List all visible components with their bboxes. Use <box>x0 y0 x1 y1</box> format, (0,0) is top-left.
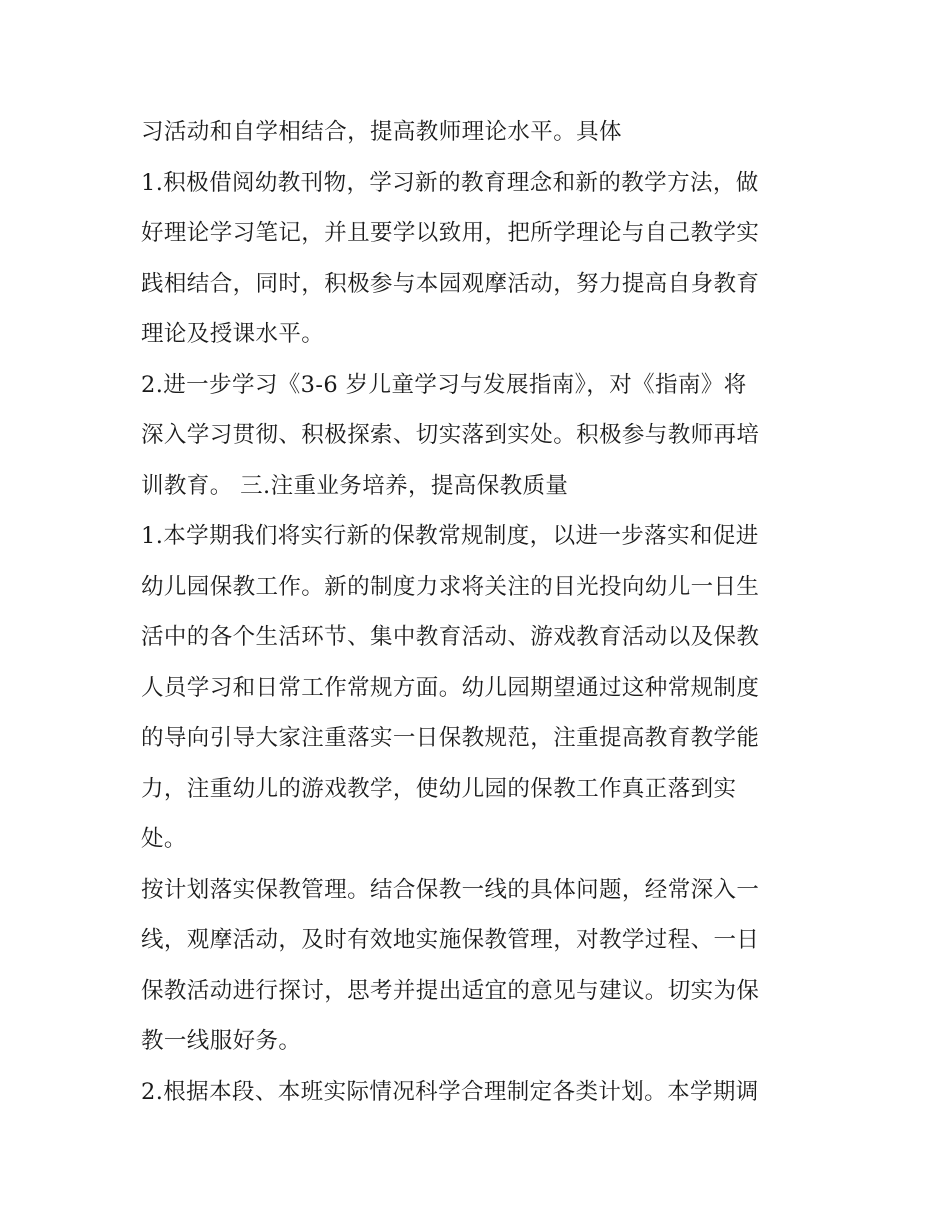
document-body <box>141 107 821 1117</box>
text-line: 2.进一步学习《3-6 岁儿童学习与发展指南》，对《指南》将 <box>141 371 747 398</box>
text-line: 按计划落实保教管理。结合保教一线的具体问题，经常深入一 <box>141 876 760 903</box>
text-line: 的导向引导大家注重落实一日保教规范，注重提高教育教学能 <box>141 725 760 751</box>
text-line: 深入学习贯彻、积极探索、切实落到实处。积极参与教师再培 <box>141 422 760 448</box>
text-line: 处。 <box>141 826 187 852</box>
text-line: 好理论学习笔记，并且要学以致用，把所学理论与自己教学实 <box>141 220 760 246</box>
text-line: 活中的各个生活环节、集中教育活动、游戏教育活动以及保教 <box>141 624 760 650</box>
text-line: 保教活动进行探讨，思考并提出适宜的意见与建议。切实为保 <box>141 977 760 1004</box>
text-line: 践相结合，同时，积极参与本园观摩活动，努力提高自身教育 <box>141 270 760 297</box>
text-line: 人员学习和日常工作常规方面。幼儿园期望通过这种常规制度 <box>141 674 760 701</box>
text-line: 习活动和自学相结合，提高教师理论水平。具体 <box>141 119 622 145</box>
text-line: 2.根据本段、本班实际情况科学合理制定各类计划。本学期调 <box>141 1078 759 1105</box>
text-line: 教一线服好务。 <box>141 1028 302 1054</box>
text-line: 线，观摩活动，及时有效地实施保教管理，对教学过程、一日 <box>141 927 760 953</box>
text-line: 理论及授课水平。 <box>141 321 325 347</box>
text-line: 力，注重幼儿的游戏教学，使幼儿园的保教工作真正落到实 <box>141 775 737 802</box>
text-line: 训教育。 三.注重业务培养，提高保教质量 <box>141 472 569 499</box>
text-line: 幼儿园保教工作。新的制度力求将关注的目光投向幼儿一日生 <box>141 573 760 600</box>
text-line: 1.积极借阅幼教刊物，学习新的教育理念和新的教学方法，做 <box>141 169 759 196</box>
text-line: 1.本学期我们将实行新的保教常规制度，以进一步落实和促进 <box>141 523 759 549</box>
